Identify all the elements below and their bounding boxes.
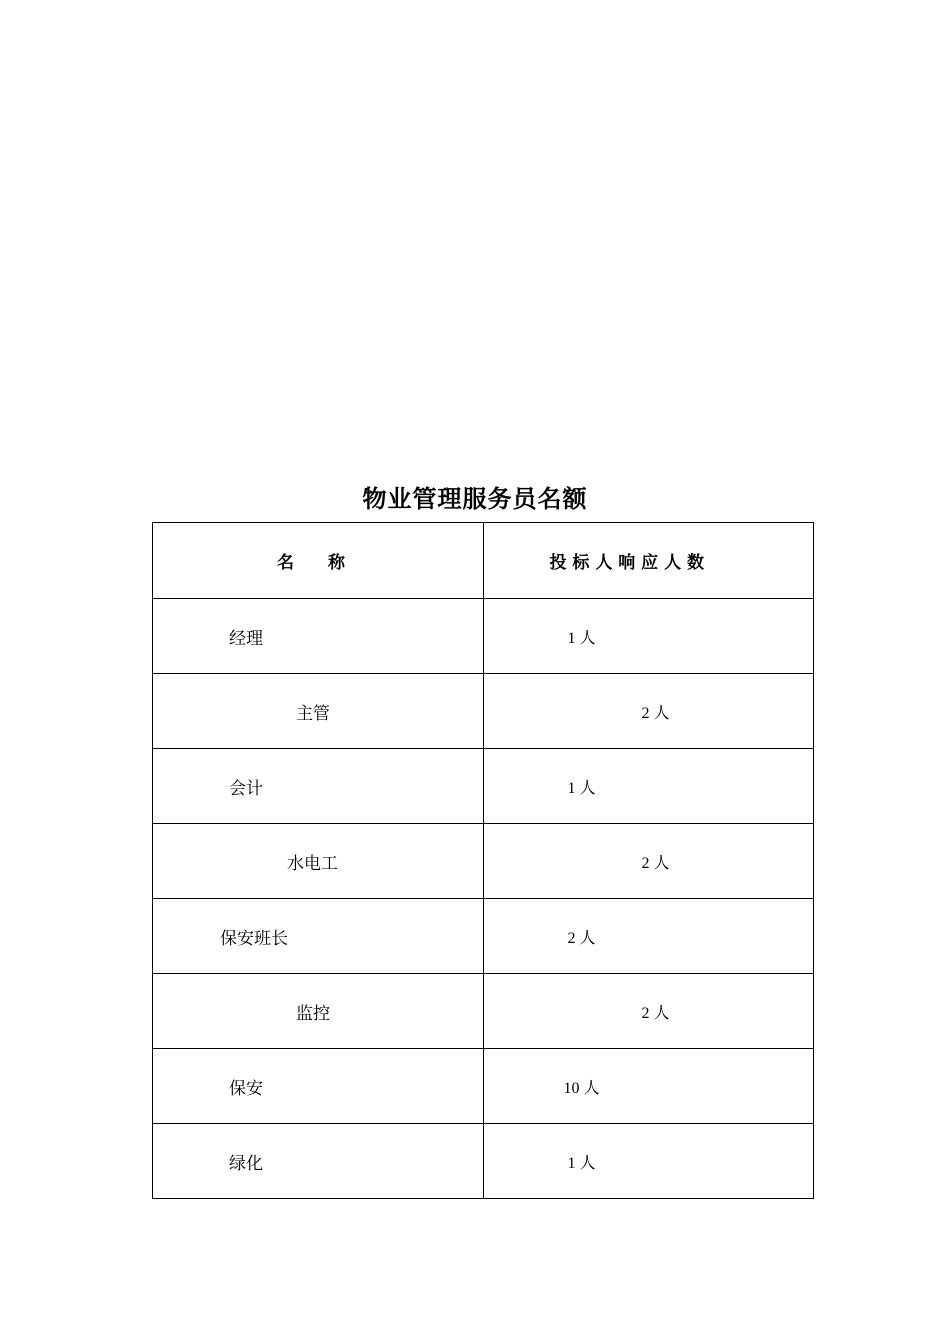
table-row [153, 1049, 814, 1124]
count-cell [483, 749, 814, 824]
count-cell [483, 1124, 814, 1199]
table-row [153, 974, 814, 1049]
role-cell [153, 1124, 484, 1199]
role-name: 会计 [229, 778, 263, 799]
role-count: 2 人 [567, 929, 596, 947]
role-count: 10 人 [563, 1079, 600, 1097]
role-name: 绿化 [229, 1153, 263, 1174]
role-count: 2 人 [641, 854, 670, 872]
header-count-label: 投 标 人 响 应 人 数 [549, 553, 705, 573]
count-cell [483, 1049, 814, 1124]
table-row [153, 749, 814, 824]
table-row [153, 899, 814, 974]
role-name: 保安班长 [220, 928, 288, 949]
role-count: 2 人 [641, 1004, 670, 1022]
role-cell [153, 674, 484, 749]
count-cell [483, 974, 814, 1049]
role-cell [153, 824, 484, 899]
role-name: 水电工 [287, 853, 338, 874]
count-cell [483, 899, 814, 974]
page-title: 物业管理服务员名额 [362, 484, 588, 513]
role-count: 1 人 [567, 779, 596, 797]
table-header-row [153, 523, 814, 599]
role-count: 2 人 [641, 704, 670, 722]
table-row [153, 824, 814, 899]
count-cell [483, 824, 814, 899]
role-cell [153, 899, 484, 974]
table-row [153, 1124, 814, 1199]
role-name: 主管 [296, 703, 330, 724]
role-cell [153, 749, 484, 824]
count-cell [483, 674, 814, 749]
header-name-label: 名 称 [277, 553, 345, 573]
role-count: 1 人 [567, 1154, 596, 1172]
role-cell [153, 974, 484, 1049]
table-row [153, 674, 814, 749]
role-name: 监控 [296, 1003, 330, 1024]
count-cell [483, 599, 814, 674]
role-name: 经理 [229, 628, 263, 649]
header-count-cell [483, 523, 814, 599]
role-count: 1 人 [567, 629, 596, 647]
table-row [153, 599, 814, 674]
header-name-cell [153, 523, 484, 599]
role-cell [153, 599, 484, 674]
role-name: 保安 [229, 1078, 263, 1099]
role-cell [153, 1049, 484, 1124]
staff-quota-table [152, 522, 814, 1199]
